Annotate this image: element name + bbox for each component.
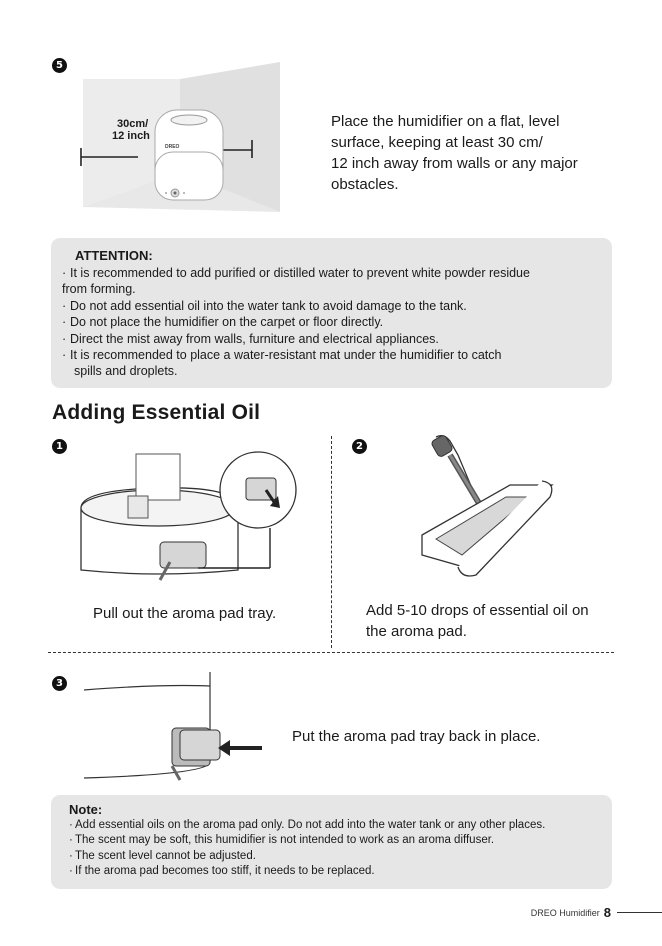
- step-1-illustration: [78, 450, 313, 590]
- step-1-caption: Pull out the aroma pad tray.: [93, 605, 277, 622]
- attention-item: · Do not place the humidifier on the carpet or floor directly.: [62, 315, 384, 330]
- note-item: · Add essential oils on the aroma pad only. Do not add into the water tank or any other places.: [69, 819, 546, 831]
- note-title: Note:: [69, 802, 103, 817]
- attention-title: ATTENTION:: [75, 248, 153, 263]
- attention-item: · Do not add essential oil into the water tank to avoid damage to the tank.: [62, 298, 467, 313]
- note-item: · If the aroma pad becomes too stiff, it needs to be replaced.: [69, 865, 375, 878]
- page-number: 8: [603, 905, 611, 920]
- vertical-divider: [331, 436, 332, 648]
- step-5-number: 5: [52, 58, 67, 73]
- page-footer: [531, 905, 662, 920]
- step-1-number: 1: [52, 439, 67, 454]
- note-item: · The scent level cannot be adjusted.: [69, 849, 256, 862]
- step-2-illustration: [418, 435, 558, 585]
- footer-brand: DREO Humidifier: [530, 907, 600, 918]
- step-5-illustration: [80, 62, 280, 212]
- step-3-caption: Put the aroma pad tray back in place.: [292, 728, 541, 745]
- attention-item: · It is recommended to add purified or distilled water to prevent white powder residue from forming.: [62, 266, 530, 297]
- step-5-text: Place the humidifier on a flat, level surface, keeping at least 30 cm/ 12 inch away from walls or any major obstacles.: [331, 113, 578, 193]
- footer-rule: [617, 912, 662, 913]
- dimension-label-1: 30cm/: [117, 118, 149, 130]
- section-title: Adding Essential Oil: [52, 401, 261, 424]
- step-2-number: 2: [352, 439, 367, 454]
- step-3-number: 3: [52, 676, 67, 691]
- note-item: · The scent may be soft, this humidifier is not intended to work as an aroma diffuser.: [69, 834, 495, 847]
- humidifier-logo: DREO: [165, 144, 180, 150]
- note-box: [51, 795, 612, 889]
- attention-box: [51, 238, 612, 388]
- attention-item: · It is recommended to place a water-resistant mat under the humidifier to catch spills and droplets.: [62, 348, 502, 379]
- dimension-label-2: 12 inch: [112, 130, 150, 142]
- horizontal-divider: [48, 652, 614, 653]
- step-3-illustration: [80, 666, 280, 784]
- step-2-caption: Add 5-10 drops of essential oil on the aroma pad.: [366, 602, 589, 640]
- attention-item: · Direct the mist away from walls, furniture and electrical appliances.: [62, 331, 439, 346]
